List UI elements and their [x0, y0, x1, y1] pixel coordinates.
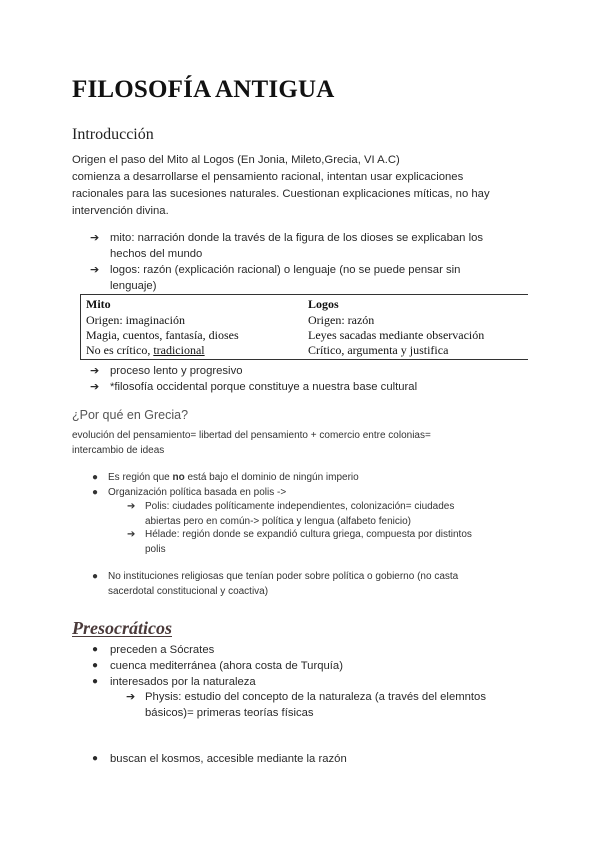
arrow-icon: ➔ [90, 365, 100, 377]
table-cell: Leyes sacadas mediante observación [308, 328, 485, 342]
sub-item-line: abiertas pero en común-> política y lengua (alfabeto fenicio) [145, 516, 411, 527]
grecia-bullet-polis [92, 485, 538, 500]
intro-line-4: intervención divina. [72, 205, 169, 217]
preso-sub-line: Physis: estudio del concepto de la naturaleza (a través del elemntos [145, 691, 486, 703]
preso-item-text: interesados por la naturaleza [110, 676, 256, 688]
bullet-icon: ● [92, 472, 99, 483]
arrow-item-line: mito: narración donde la través de la figura de los dioses se explicaban los [110, 232, 484, 244]
bullet-icon: ● [92, 644, 99, 655]
arrow-icon: ➔ [90, 232, 100, 244]
bullet-icon: ● [92, 571, 99, 582]
arrow-item-line: lenguaje) [110, 280, 157, 292]
intro-heading: Introducción [72, 126, 154, 143]
mito-logos-table [80, 294, 528, 360]
table-header-logos: Logos [308, 297, 339, 311]
arrow-icon: ➔ [127, 501, 136, 512]
preso-item-text: cuenca mediterránea (ahora costa de Turquía) [110, 660, 343, 672]
preso-item [92, 674, 530, 690]
arrow-icon: ➔ [90, 381, 100, 393]
bullet-icon: ● [92, 487, 99, 498]
sub-item-line: Polis: ciudades políticamente independientes, colonización= ciudades [145, 501, 455, 512]
arrow-item-line: logos: razón (explicación racional) o lenguaje (no se puede pensar sin [110, 264, 461, 276]
grecia-line-1: evolución del pensamiento= libertad del pensamiento + comercio entre colonias= [72, 430, 431, 441]
arrow-item-proceso [90, 363, 530, 379]
grecia-bullet-instituciones [92, 569, 548, 599]
page-title: FILOSOFÍA ANTIGUA [72, 76, 335, 103]
table-cell: Magia, cuentos, fantasía, dioses [86, 328, 239, 342]
sub-item-polis [127, 499, 535, 529]
arrow-item-line: hechos del mundo [110, 248, 203, 260]
table-cell: Origen: imaginación [86, 313, 185, 327]
bullet-text: No instituciones religiosas que tenían poder sobre política o gobierno (no casta [108, 571, 459, 582]
bullet-icon: ● [92, 660, 99, 671]
preso-sub-physis [126, 689, 545, 721]
preso-item-text: preceden a Sócrates [110, 644, 215, 656]
table-cell-text: No es crítico, [86, 343, 154, 357]
bullet-text: Es región que [108, 472, 173, 483]
grecia-heading: ¿Por qué en Grecia? [72, 408, 189, 422]
bullet-text: sacerdotal constitucional y coactiva) [108, 586, 269, 597]
preso-item-text: buscan el kosmos, accesible mediante la razón [110, 753, 347, 765]
preso-item-kosmos [92, 751, 530, 767]
table-cell: Crítico, argumenta y justifica [308, 343, 449, 357]
table-header-mito: Mito [86, 297, 111, 311]
bullet-icon: ● [92, 753, 99, 764]
bullet-text: Organización política basada en polis -> [108, 487, 287, 498]
table-cell-underlined: tradicional [153, 343, 205, 357]
arrow-item-logos [90, 262, 530, 294]
sub-item-helade [127, 527, 535, 557]
arrow-item-filosofia-occidental [90, 379, 530, 395]
grecia-bullet-imperio [92, 470, 538, 485]
arrow-item-mito [90, 230, 530, 262]
grecia-paragraph [72, 428, 542, 458]
grecia-line-2: intercambio de ideas [72, 445, 165, 456]
intro-line-3: racionales para las sucesiones naturales. Cuestionan explicaciones míticas, no hay [72, 188, 490, 200]
arrow-icon: ➔ [127, 529, 136, 540]
table-left-border [80, 295, 81, 359]
presocraticos-heading: Presocráticos [72, 618, 172, 638]
table-cell [86, 342, 205, 358]
arrow-item-line: *filosofía occidental porque constituye a nuestra base cultural [110, 381, 418, 393]
intro-line-1: Origen el paso del Mito al Logos (En Jonia, Mileto,Grecia, VI A.C) [72, 154, 400, 166]
intro-line-2: comienza a desarrollarse el pensamiento racional, intentan usar explicaciones [72, 171, 464, 183]
arrow-icon: ➔ [90, 264, 100, 276]
sub-item-line: polis [145, 544, 166, 555]
preso-item [92, 658, 530, 674]
preso-sub-line: básicos)= primeras teorías físicas [145, 707, 314, 719]
table-cell: Origen: razón [308, 313, 375, 327]
arrow-item-line: proceso lento y progresivo [110, 365, 243, 377]
preso-item [92, 642, 530, 658]
bullet-text: está bajo el dominio de ningún imperio [184, 472, 359, 483]
bullet-icon: ● [92, 676, 99, 687]
bullet-bold-text: no [172, 472, 185, 483]
sub-item-line: Hélade: región donde se expandió cultura griega, compuesta por distintos [145, 529, 472, 540]
intro-paragraph [72, 152, 532, 220]
arrow-icon: ➔ [126, 691, 136, 703]
